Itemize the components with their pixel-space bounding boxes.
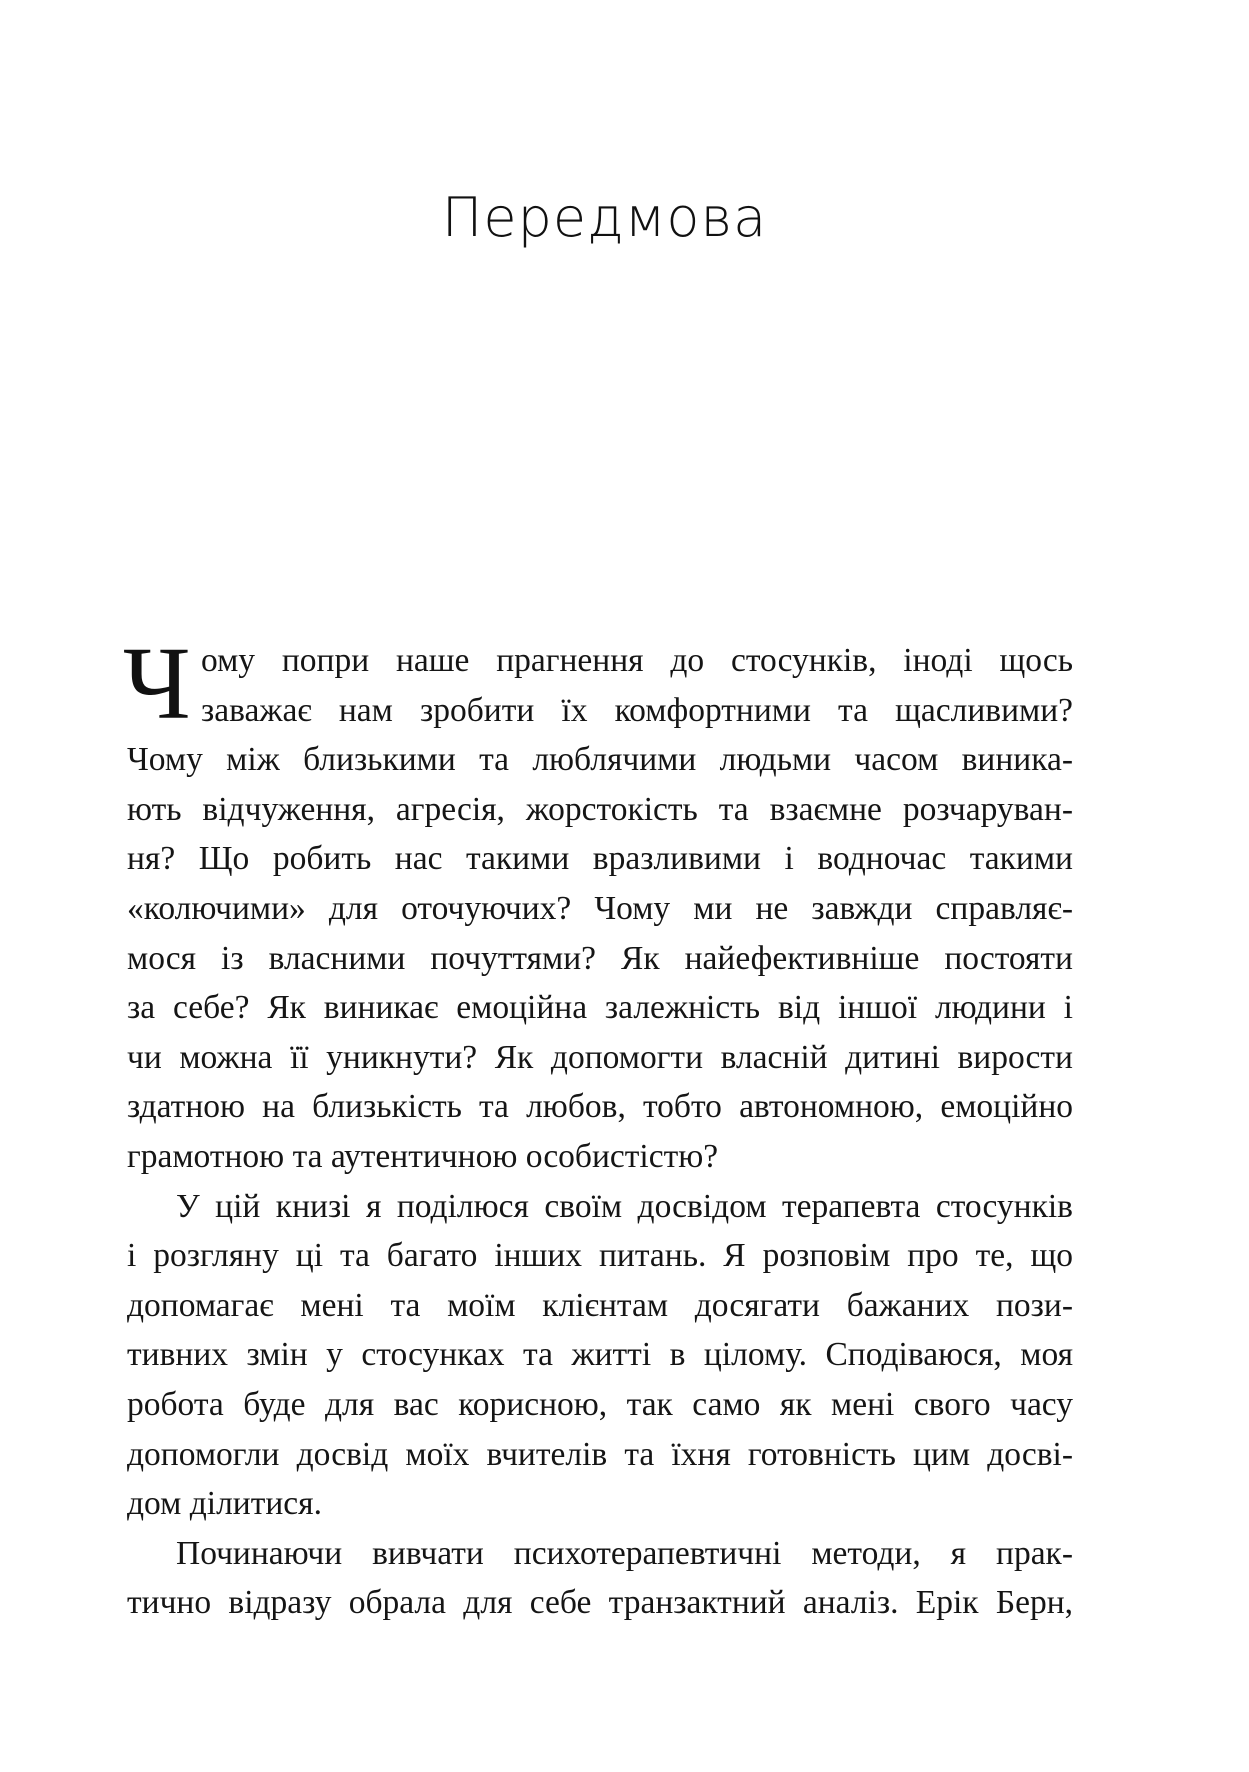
text-line: Чому між близькими та люблячими людьми часом виника- [127,741,1073,779]
text-line: чи можна її уникнути? Як допомогти власній дитині вирости [127,1038,1073,1076]
text-line: «колючими» для оточуючих? Чому ми не завжди справляє- [127,889,1073,927]
text-line: дом ділитися. [127,1485,322,1523]
text-line: мося із власними почуттями? Як найефективніше постояти [127,939,1073,977]
text-line: заважає нам зробити їх комфортними та щасливими? [201,691,1073,729]
text-line: ня? Що робить нас такими вразливими і водночас такими [127,840,1073,878]
text-line: допомагає мені та моїм клієнтам досягати бажаних пози- [127,1286,1073,1324]
text-line: У цій книзі я поділюся своїм досвідом терапевта стосунків [176,1187,1073,1225]
text-line: тично відразу обрала для себе транзактний аналіз. Ерік Берн, [127,1584,1073,1622]
text-line: здатною на близькість та любов, тобто автономною, емоційно [127,1088,1073,1126]
text-line: Починаючи вивчати психотерапевтичні методи, я прак- [176,1534,1073,1572]
drop-cap: Ч [123,626,191,741]
text-line: і розгляну ці та багато інших питань. Я розповім про те, що [127,1237,1073,1275]
text-line: допомогли досвід моїх вчителів та їхня готовність цим досві- [127,1435,1073,1473]
body-text [123,626,1073,1628]
text-line: робота буде для вас корисною, так само як мені свого часу [127,1385,1073,1423]
text-line: за себе? Як виникає емоційна залежність від іншої людини і [127,989,1073,1027]
text-line: грамотною та аутентичною особистістю? [127,1137,719,1175]
paragraph-2 [127,1182,1073,1529]
text-line: ому попри наше прагнення до стосунків, іноді щось [201,642,1073,679]
paragraph-1 [123,626,1073,1182]
text-line: тивних змін у стосунках та житті в цілому. Сподіваюся, моя [127,1336,1073,1374]
paragraph-3 [127,1529,1073,1628]
text-line: ють відчуження, агресія, жорстокість та взаємне розчаруван- [127,790,1073,828]
chapter-title: Передмова [441,186,768,249]
